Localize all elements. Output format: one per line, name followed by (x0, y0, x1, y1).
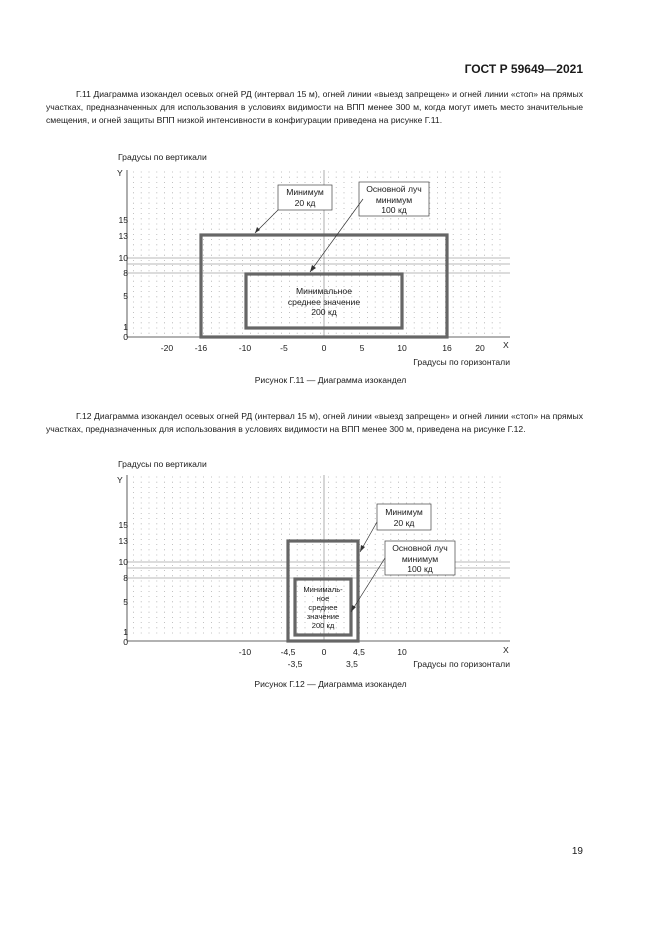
x-axis-letter: X (503, 645, 509, 655)
y-tick: 5 (123, 597, 128, 607)
x-tick: -5 (280, 343, 288, 353)
x-tick-labels (161, 343, 485, 353)
x-tick: 0 (321, 647, 327, 657)
arrow-head (255, 227, 260, 233)
y-tick: 10 (118, 253, 128, 263)
x-tick: -10 (238, 647, 252, 657)
y-tick: 8 (123, 268, 128, 278)
y-axis-title: Градусы по вертикали (118, 152, 207, 162)
label-average-line4: значение (306, 612, 340, 621)
document-header: ГОСТ Р 59649—2021 (464, 62, 583, 76)
y-tick: 5 (123, 291, 128, 301)
y-tick: 1 (123, 322, 128, 332)
paragraph-g11: Г.11 Диаграмма изокандел осевых огней РД (интервал 15 м), огней линии «выезд запрещен» и огней линии «стоп» на прямых участках, предназначенных для использования в условиях видимости на ВПП менее 300 м, когда могут иметь место значительные смещения, и огней защиты ВПП низкой интенсивности в конфигурации приведена на рисунке Г.11. (46, 89, 583, 125)
y-axis-letter: Y (117, 168, 123, 178)
label-main-beam: Основной луч (392, 543, 448, 553)
x-tick: 5 (359, 343, 365, 353)
x-tick: 20 (475, 343, 485, 353)
leader-line (351, 558, 385, 612)
x-tick: -3,5 (287, 659, 303, 669)
y-axis-letter: Y (117, 475, 123, 485)
x-tick: 3,5 (346, 659, 358, 669)
label-main-beam-value: 100 кд (407, 564, 433, 574)
label-minimum: Минимум (385, 507, 423, 517)
x-tick: 16 (442, 343, 452, 353)
paragraph-g12: Г.12 Диаграмма изокандел осевых огней РД (интервал 15 м), огней линии «выезд запрещен» и огней линии «стоп» на прямых участках, предназначенных для использования в условиях видимости на ВПП менее 300 м, приведена на рисунке Г.12. (46, 411, 583, 434)
y-axis-title: Градусы по вертикали (118, 459, 207, 469)
x-tick: 0 (321, 343, 327, 353)
y-tick: 13 (118, 536, 128, 546)
x-tick: -20 (160, 343, 174, 353)
x-tick: -10 (238, 343, 252, 353)
label-average-line2: ное (316, 594, 330, 603)
isocandela-diagram-g12 (0, 457, 661, 672)
y-tick: 15 (118, 520, 128, 530)
label-minimum-value: 20 кд (393, 518, 415, 528)
label-average (303, 585, 343, 630)
label-average-line1: Минималь- (303, 585, 343, 594)
x-axis-letter: X (503, 340, 509, 350)
y-tick: 8 (123, 573, 128, 583)
label-average-line2: среднее значение (287, 297, 361, 307)
label-main-beam-value: 100 кд (381, 205, 407, 215)
x-tick: 4,5 (353, 647, 365, 657)
x-tick: -4,5 (280, 647, 296, 657)
page-number: 19 (571, 846, 583, 857)
x-tick: 10 (397, 343, 407, 353)
x-axis-title: Градусы по горизонтали (413, 357, 510, 367)
label-minimum-value: 20 кд (294, 198, 316, 208)
isocandela-diagram-g11 (0, 150, 661, 375)
label-main-beam-min: минимум (401, 554, 439, 564)
y-tick: 0 (123, 637, 128, 647)
x-tick: -16 (194, 343, 208, 353)
label-main-beam-min: минимум (375, 195, 413, 205)
x-axis-title: Градусы по горизонтали (413, 659, 510, 669)
y-tick: 13 (118, 231, 128, 241)
x-tick-labels (239, 647, 407, 669)
x-tick: 10 (397, 647, 407, 657)
y-tick: 0 (123, 332, 128, 342)
label-minimum: Минимум (286, 187, 324, 197)
y-tick: 1 (123, 627, 128, 637)
figure-caption-g12: Рисунок Г.12 — Диаграмма изокандел (254, 679, 407, 689)
label-average-value: 200 кд (311, 307, 337, 317)
arrow-head (360, 545, 365, 552)
label-main-beam: Основной луч (366, 184, 422, 194)
label-average-line3: среднее (308, 603, 338, 612)
label-average: Минимальное (296, 286, 352, 296)
figure-caption-g11: Рисунок Г.11 — Диаграмма изокандел (254, 375, 407, 385)
y-tick: 10 (118, 557, 128, 567)
y-tick: 15 (118, 215, 128, 225)
label-average-value: 200 кд (311, 621, 335, 630)
